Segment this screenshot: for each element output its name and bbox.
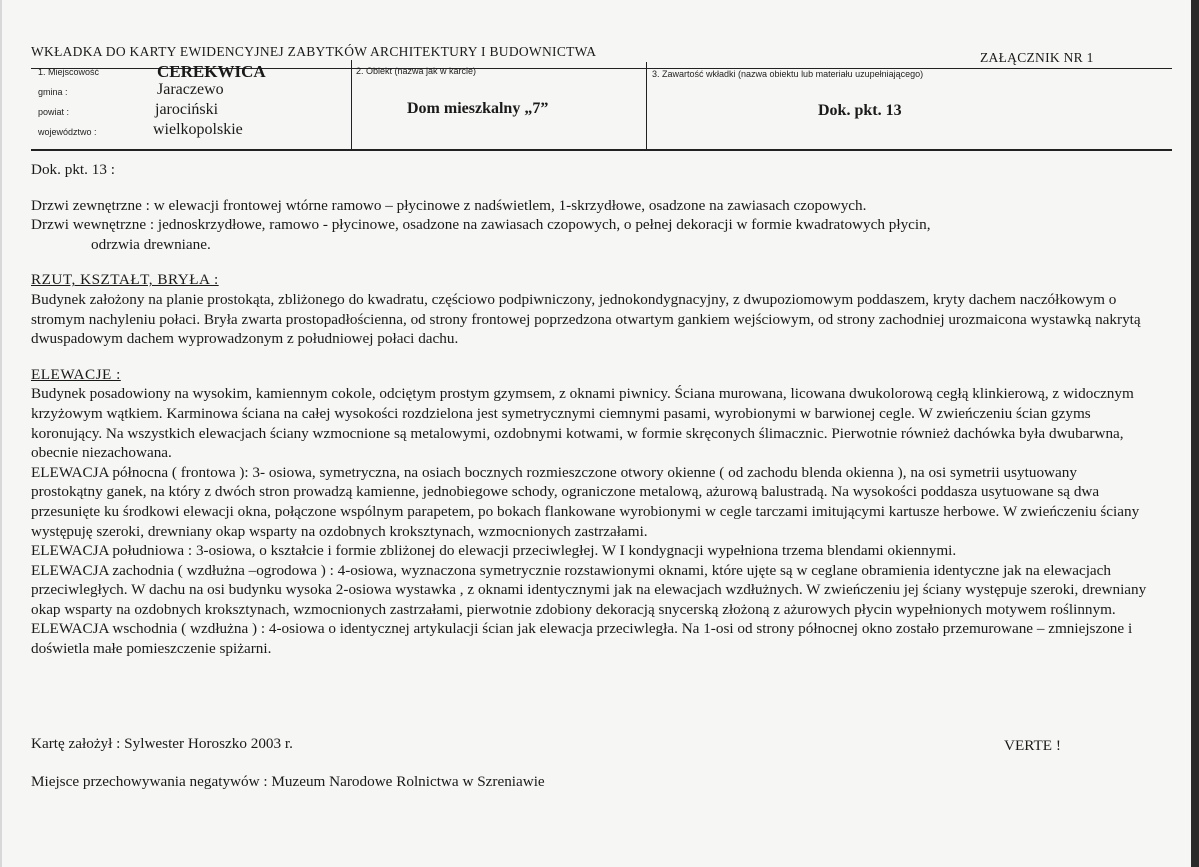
card-author: Kartę założył : Sylwester Horoszko 2003 r.: [31, 735, 293, 752]
drzwi-zewnetrzne: Drzwi zewnętrzne : w elewacji frontowej wtórne ramowo – płycinowe z nadświetlem, 1-skrzydłowe, osadzone na zawiasach czopowych.: [31, 196, 867, 214]
section-heading-elewacje: ELEWACJE :: [31, 365, 121, 383]
wojewodztwo-label: województwo :: [38, 127, 97, 137]
drzwi-wewnetrzne-cont: odrzwia drewniane.: [91, 235, 211, 253]
drzwi-wewnetrzne: Drzwi wewnętrzne : jednoskrzydłowe, ramowo - płycinowe, osadzone na zawiasach czopowych, o pełnej dekoracji w formie kwadratowych płycin,: [31, 216, 931, 234]
negatives-storage: Miejsce przechowywania negatywów : Muzeum Narodowe Rolnictwa w Szreniawie: [31, 773, 545, 790]
doc-reference: Dok. pkt. 13 :: [31, 161, 115, 178]
miejscowosc-label: 1. Miejscowość: [38, 67, 100, 77]
document-title: WKŁADKA DO KARTY EWIDENCYJNEJ ZABYTKÓW ARCHITEKTURY I BUDOWNICTWA: [31, 44, 597, 59]
elewacja-zachodnia: ELEWACJA zachodnia ( wzdłużna –ogrodowa ) : 4-osiowa, wyznaczona symetrycznie rozstawionymi oknami, które ujęte są w ceglane obramienia identyczne jak na elewacjach przeciwległych. W dachu na osi budynku wysoka 2-osiowa wystawka , z oknami identycznymi jak na elewacjach wzdłużnych. W zwieńczeniu jej ściany występuje szeroki, drewniany okap wsparty na ozdobnych kroksztynach, wzmocnionych zastrzałami, pierwotnie zdobiony dekoracją snycerską złożoną z ażurowych płycin wypełnionych motywem roślinnym.: [31, 561, 1147, 618]
scan-edge-left: [0, 0, 2, 867]
elewacja-poludniowa: ELEWACJA południowa : 3-osiowa, o kształcie i formie zbliżonej do elewacji przeciwległej. W I kondygnacji wypełniona trzema blendami okiennymi.: [31, 542, 957, 560]
header-bottom-rule: [31, 149, 1172, 151]
section-text-elewacje: Budynek posadowiony na wysokim, kamiennym cokole, odciętym prostym gzymsem, z oknami piwnicy. Ściana murowana, licowana dwukolorową cegłą klinkierową, z widocznym krzyżowym wątkiem. Karminowa ściana na całej wysokości rozdzielona jest symetrycznymi ciemnymi pasami, wyrobionymi w barwionej cegle. W zwieńczeniu ścian gzyms koronujący. Na wszystkich elewacjach ściany wzmocnione są metalowymi, ozdobnymi kotwami, w formie skręconych ślimacznic. Pierwotnie również dachówka była dwubarwna, obecnie niezachowana.: [31, 385, 1134, 462]
powiat-label: powiat :: [38, 107, 70, 117]
zawartosc-label: 3. Zawartość wkładki (nazwa obiektu lub materiału uzupełniającego): [652, 69, 924, 79]
zawartosc-value: Dok. pkt. 13: [818, 102, 902, 119]
header-divider-1: [351, 60, 352, 150]
miejscowosc-value: CEREKWICA: [157, 62, 266, 81]
scan-edge-right: [1191, 0, 1199, 867]
obiekt-value: Dom mieszkalny „7”: [407, 100, 549, 117]
powiat-value: jarociński: [155, 101, 219, 118]
document-body: [31, 160, 1151, 659]
section-text-rzut: Budynek założony na planie prostokąta, zbliżonego do kwadratu, częściowo podpiwniczony, jednokondygnacyjny, z dwupoziomowym poddaszem, kryty dachem naczółkowym o stromym nachyleniu połaci. Bryła zwarta prostopadłościenna, od strony frontowej poprzedzona otwartym gankiem wejściowym, od strony zachodniej urozmaicona wystawką nakrytą dwuspadowym dachem wyprowadzonym z południowej połaci dachu.: [31, 290, 1141, 348]
wojewodztwo-value: wielkopolskie: [153, 121, 243, 138]
elewacja-wschodnia: ELEWACJA wschodnia ( wzdłużna ) : 4-osiowa o identycznej artykulacji ścian jak elewacja przeciwległa. Na 1-osi od strony północnej okno zostało przemurowane – zmniejszone i doświetla małe pomieszczenie spiżarni.: [31, 620, 1133, 658]
obiekt-label: 2. Obiekt (nazwa jak w karcie): [356, 66, 477, 76]
gmina-label: gmina :: [38, 87, 68, 97]
gmina-value: Jaraczewo: [157, 81, 224, 98]
verte-note: VERTE !: [1004, 737, 1061, 754]
header-divider-2: [646, 62, 647, 150]
annex-number: ZAŁĄCZNIK NR 1: [980, 50, 1094, 65]
section-heading-rzut: RZUT, KSZTAŁT, BRYŁA :: [31, 271, 219, 289]
elewacja-polnocna: ELEWACJA północna ( frontowa ): 3- osiowa, symetryczna, na osiach bocznych rozmieszczone otwory okienne ( od zachodu blenda okienna ), na osi symetrii usytuowany prostokątny ganek, na który z dwóch stron prowadzą kamienne, jednobiegowe schody, ograniczone metalową, ażurową balustradą. Na wysokości poddasza usytuowane są dwa przesunięte ku środkowi elewacji okna, połączone wspólnym parapetem, po bokach flankowane wyrobionymi w cegle tarczami imitującymi kartusze herbowe. W zwieńczeniu ściany występuję szeroki, drewniany okap wsparty na ozdobnych kroksztynach, wzmocnionych zastrzałami.: [31, 463, 1140, 540]
